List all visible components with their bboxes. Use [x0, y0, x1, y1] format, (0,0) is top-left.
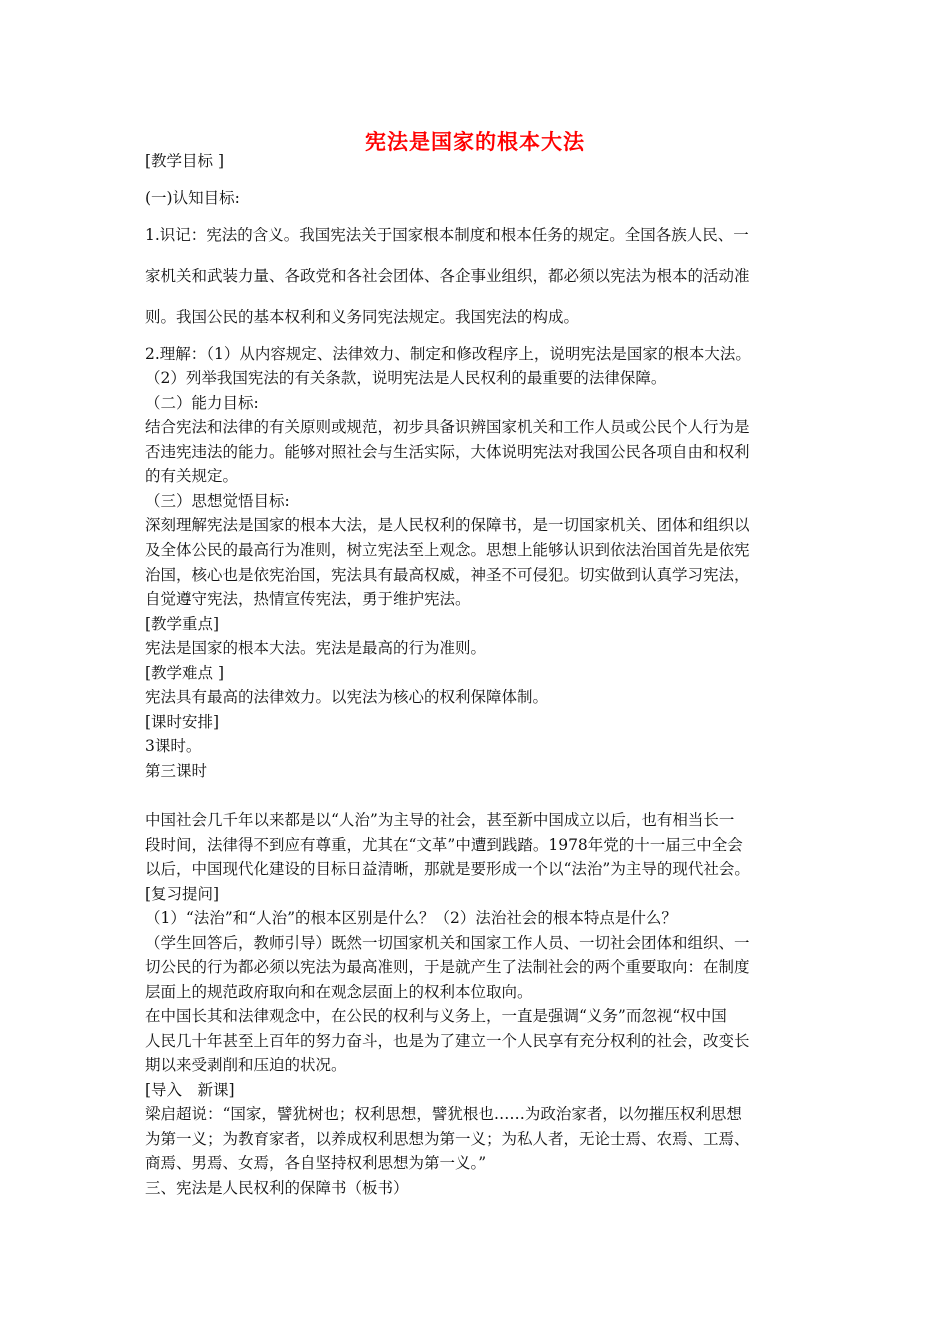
subheading-ideology-goals: （三）思想觉悟目标: — [145, 492, 290, 510]
paragraph-line: 宪法具有最高的法律效力。以宪法为核心的权利保障体制。 — [145, 688, 549, 706]
paragraph-line: 商焉、男焉、女焉，各自坚持权利思想为第一义。” — [145, 1154, 487, 1172]
lesson-heading: 第三课时 — [145, 762, 208, 780]
subheading-ability-goals: （二）能力目标: — [145, 394, 259, 412]
section-heading-review: [复习提问] — [145, 885, 220, 903]
paragraph-line: 的有关规定。 — [145, 467, 239, 485]
paragraph-line: 为第一义；为教育家者，以养成权利思想为第一义；为私人者，无论士焉、农焉、工焉、 — [145, 1130, 750, 1148]
paragraph-line: 则。我国公民的基本权利和义务同宪法规定。我国宪法的构成。 — [145, 308, 580, 326]
section-heading-key-points: [教学重点] — [145, 615, 220, 633]
paragraph-line: 2.理解：（1）从内容规定、法律效力、制定和修改程序上，说明宪法是国家的根本大法。 — [145, 345, 751, 363]
paragraph-line: 期以来受剥削和压迫的状况。 — [145, 1056, 347, 1074]
blackboard-heading: 三、宪法是人民权利的保障书（板书） — [145, 1179, 409, 1197]
section-heading-schedule: [课时安排] — [145, 713, 220, 731]
paragraph-line: 深刻理解宪法是国家的根本大法，是人民权利的保障书，是一切国家机关、团体和组织以 — [145, 516, 750, 534]
paragraph-line: （学生回答后，教师引导）既然一切国家机关和国家工作人员、一切社会团体和组织、一 — [145, 934, 750, 952]
paragraph-line: 在中国长其和法律观念中，在公民的权利与义务上，一直是强调“义务”而忽视“权中国 — [145, 1007, 727, 1025]
subheading-cognitive-goals: (一)认知目标: — [145, 189, 240, 207]
paragraph-line: （2）列举我国宪法的有关条款，说明宪法是人民权利的最重要的法律保障。 — [145, 369, 667, 387]
paragraph-line: 否违宪违法的能力。能够对照社会与生活实际，大体说明宪法对我国公民各项自由和权利 — [145, 443, 750, 461]
paragraph-line: 切公民的行为都必须以宪法为最高准则，于是就产生了法制社会的两个重要取向：在制度 — [145, 958, 750, 976]
paragraph-line: 及全体公民的最高行为准则，树立宪法至上观念。思想上能够认识到依法治国首先是依宪 — [145, 541, 750, 559]
paragraph-line: 3课时。 — [145, 737, 202, 755]
paragraph-line: 人民几十年甚至上百年的努力奋斗，也是为了建立一个人民享有充分权利的社会，改变长 — [145, 1032, 750, 1050]
paragraph-line: 宪法是国家的根本大法。宪法是最高的行为准则。 — [145, 639, 487, 657]
paragraph-line: 梁启超说：“国家，譬犹树也；权利思想，譬犹根也……为政治家者，以勿摧压权利思想 — [145, 1105, 742, 1123]
paragraph-line: 以后，中国现代化建设的目标日益清晰，那就是要形成一个以“法治”为主导的现代社会。 — [145, 860, 750, 878]
paragraph-line: 1.识记：宪法的含义。我国宪法关于国家根本制度和根本任务的规定。全国各族人民、一 — [145, 226, 749, 244]
paragraph-line: 自觉遵守宪法，热情宣传宪法，勇于维护宪法。 — [145, 590, 471, 608]
paragraph-line: 家机关和武装力量、各政党和各社会团体、各企事业组织，都必须以宪法为根本的活动准 — [145, 267, 750, 285]
paragraph-line: （1）“法治”和“人治”的根本区别是什么？（2）法治社会的根本特点是什么？ — [145, 909, 677, 927]
paragraph-line: 治国，核心也是依宪治国，宪法具有最高权威，神圣不可侵犯。切实做到认真学习宪法， — [145, 566, 750, 584]
document-title: 宪法是国家的根本大法 — [365, 130, 585, 154]
section-heading-teaching-goals: [教学目标 ] — [145, 152, 225, 170]
paragraph-line: 中国社会几千年以来都是以“人治”为主导的社会，甚至新中国成立以后，也有相当长一 — [145, 811, 735, 829]
section-heading-difficulties: [教学难点 ] — [145, 664, 225, 682]
section-heading-new-lesson: [导入 新课] — [145, 1081, 235, 1099]
paragraph-line: 段时间，法律得不到应有尊重，尤其在“文革”中遭到践踏。1978年党的十一届三中全会 — [145, 836, 743, 854]
paragraph-line: 层面上的规范政府取向和在观念层面上的权利本位取向。 — [145, 983, 533, 1001]
paragraph-line: 结合宪法和法律的有关原则或规范，初步具备识辨国家机关和工作人员或公民个人行为是 — [145, 418, 750, 436]
